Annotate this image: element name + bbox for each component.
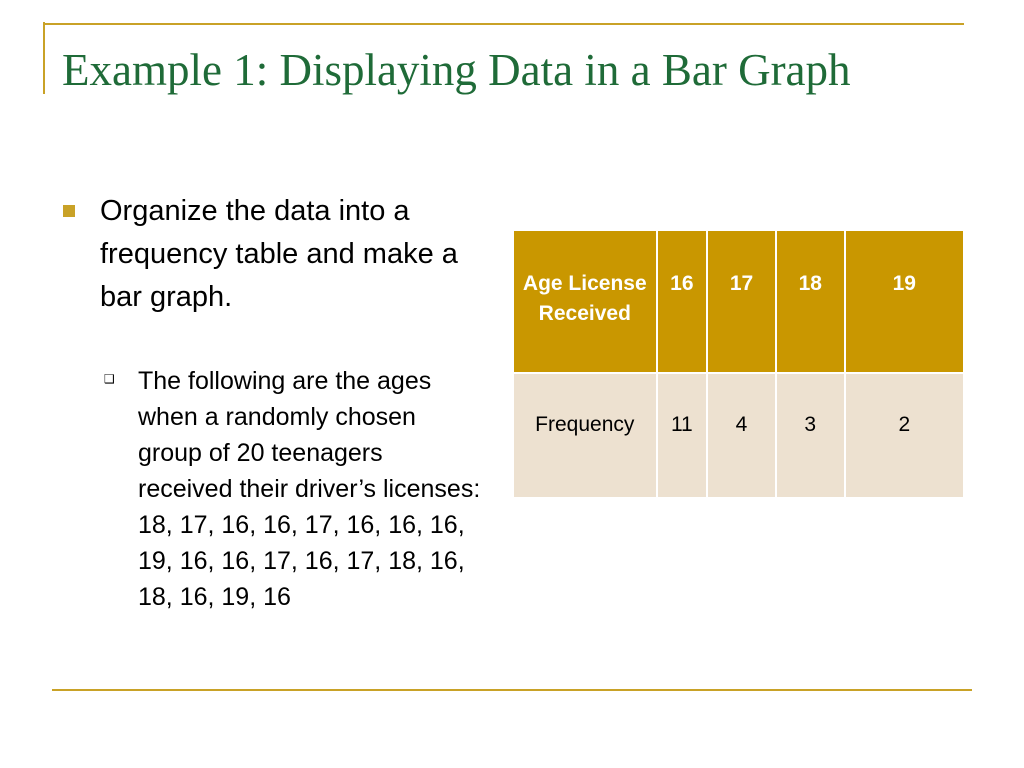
table-cell: 2 <box>845 373 964 498</box>
sub-bullet-text: The following are the ages when a randomly chosen group of 20 teenagers received their driver’s licenses: 18, 17, 16, 16, 17, 16, 16, 16, 19, 16, 16, 17, 16, 17, 18, 16, 18, 16, 19, 16 <box>138 367 481 611</box>
table-row <box>513 373 964 498</box>
left-border-line <box>43 22 45 94</box>
bullet-item-organize <box>62 190 482 319</box>
bottom-border-line <box>52 689 972 691</box>
filled-square-bullet-icon <box>63 205 75 217</box>
table-header-cell: 18 <box>776 230 845 373</box>
top-border-line <box>44 23 964 25</box>
bullet-text: Organize the data into a frequency table and make a bar graph. <box>100 195 458 313</box>
bullet-list <box>62 190 482 615</box>
slide-title: Example 1: Displaying Data in a Bar Graph <box>62 45 851 95</box>
table-header-row <box>513 230 964 373</box>
table-cell: Frequency <box>513 373 657 498</box>
frequency-table <box>512 229 965 499</box>
table-header-cell: 17 <box>707 230 776 373</box>
sub-bullet-item-ages <box>62 363 482 615</box>
table-header-cell: 16 <box>657 230 708 373</box>
table-cell: 4 <box>707 373 776 498</box>
table-header-cell: Age License Received <box>513 230 657 373</box>
table-cell: 3 <box>776 373 845 498</box>
hollow-square-bullet-icon: ❑ <box>104 372 115 386</box>
table-cell: 11 <box>657 373 708 498</box>
table-header-cell: 19 <box>845 230 964 373</box>
